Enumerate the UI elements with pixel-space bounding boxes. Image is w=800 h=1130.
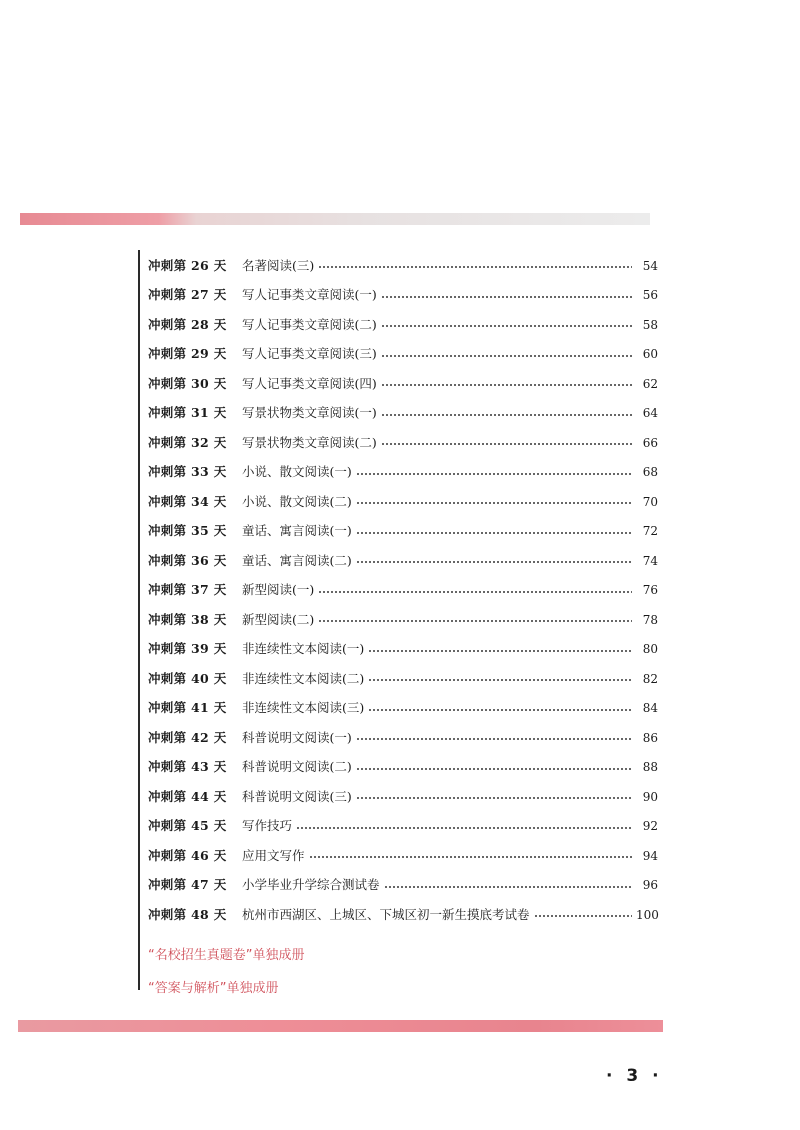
table-of-contents (148, 251, 658, 930)
toc-row[interactable] (148, 576, 658, 606)
toc-page: 96 (642, 878, 658, 893)
toc-day: 冲刺第 41 天 (148, 700, 227, 715)
toc-page: 88 (642, 760, 658, 775)
toc-title: 写人记事类文章阅读(三) (242, 346, 377, 361)
toc-title: 非连续性文本阅读(一) (242, 641, 365, 656)
toc-row[interactable] (148, 753, 658, 783)
toc-page: 84 (642, 701, 658, 716)
toc-row[interactable] (148, 251, 658, 281)
leader-dots (381, 443, 632, 445)
toc-day: 冲刺第 34 天 (148, 493, 227, 509)
top-decorative-band (20, 213, 650, 225)
toc-page: 64 (642, 406, 658, 421)
toc-day: 冲刺第 43 天 (148, 759, 227, 774)
toc-day: 冲刺第 38 天 (148, 611, 227, 627)
leader-dots (356, 738, 632, 740)
toc-title: 写景状物类文章阅读(二) (242, 434, 377, 450)
toc-day: 冲刺第 47 天 (148, 877, 227, 892)
toc-row[interactable] (148, 310, 658, 340)
leader-dots (368, 709, 632, 711)
leader-dots (381, 325, 632, 327)
toc-title: 写作技巧 (242, 818, 293, 833)
toc-day: 冲刺第 27 天 (148, 287, 227, 302)
toc-title: 童话、寓言阅读(二) (242, 552, 352, 568)
leader-dots (296, 827, 632, 829)
leader-dots (318, 591, 632, 593)
leader-dots (384, 886, 632, 888)
toc-page: 62 (642, 376, 658, 391)
toc-page: 70 (642, 494, 658, 509)
toc-row[interactable] (148, 487, 658, 517)
toc-day: 冲刺第 44 天 (148, 788, 227, 804)
toc-page: 68 (642, 465, 658, 480)
toc-page: 78 (642, 612, 658, 627)
toc-title: 新型阅读(二) (242, 611, 315, 627)
toc-title: 小说、散文阅读(二) (242, 493, 352, 509)
toc-row[interactable] (148, 546, 658, 576)
leader-dots (368, 679, 632, 681)
toc-day: 冲刺第 31 天 (148, 405, 227, 420)
toc-day: 冲刺第 35 天 (148, 523, 227, 538)
toc-day: 冲刺第 28 天 (148, 316, 227, 332)
toc-title: 科普说明文阅读(二) (242, 759, 352, 774)
toc-title: 写人记事类文章阅读(二) (242, 316, 377, 332)
toc-row[interactable] (148, 369, 658, 399)
toc-day: 冲刺第 33 天 (148, 464, 227, 479)
toc-title: 应用文写作 (242, 847, 305, 863)
toc-page: 100 (636, 907, 659, 922)
toc-day: 冲刺第 32 天 (148, 434, 227, 450)
separate-volumes-notes (148, 937, 304, 1003)
toc-title: 科普说明文阅读(一) (242, 729, 352, 745)
leader-dots (356, 797, 632, 799)
toc-page: 86 (642, 730, 658, 745)
toc-title: 名著阅读(三) (242, 257, 315, 273)
toc-page: 58 (642, 317, 658, 332)
toc-day: 冲刺第 45 天 (148, 818, 227, 833)
page-number: · 3 · (606, 1066, 663, 1086)
toc-page: 54 (642, 258, 658, 273)
leader-dots (356, 561, 632, 563)
toc-day: 冲刺第 29 天 (148, 346, 227, 361)
toc-title: 非连续性文本阅读(三) (242, 700, 365, 715)
toc-row[interactable] (148, 605, 658, 635)
leader-dots (381, 384, 632, 386)
toc-row[interactable] (148, 428, 658, 458)
toc-row[interactable] (148, 900, 658, 930)
leader-dots (381, 296, 632, 298)
toc-title: 非连续性文本阅读(二) (242, 670, 365, 686)
toc-row[interactable] (148, 458, 658, 488)
leader-dots (309, 856, 632, 858)
leader-dots (368, 650, 632, 652)
toc-title: 童话、寓言阅读(一) (242, 523, 352, 538)
toc-day: 冲刺第 39 天 (148, 641, 227, 656)
toc-day: 冲刺第 36 天 (148, 552, 227, 568)
toc-title: 写人记事类文章阅读(四) (242, 375, 377, 391)
toc-title: 写人记事类文章阅读(一) (242, 287, 377, 302)
answers-note: “答案与解析”单独成册 (148, 981, 279, 996)
toc-row[interactable] (148, 723, 658, 753)
leader-dots (318, 266, 632, 268)
leader-dots (381, 414, 632, 416)
toc-row[interactable] (148, 281, 658, 311)
toc-title: 写景状物类文章阅读(一) (242, 405, 377, 420)
toc-title: 小学毕业升学综合测试卷 (242, 877, 380, 892)
leader-dots (381, 355, 632, 357)
toc-row[interactable] (148, 635, 658, 665)
toc-row[interactable] (148, 871, 658, 901)
leader-dots (356, 768, 632, 770)
toc-page: 56 (642, 288, 658, 303)
toc-day: 冲刺第 30 天 (148, 375, 227, 391)
toc-day: 冲刺第 37 天 (148, 582, 227, 597)
toc-title: 杭州市西湖区、上城区、下城区初一新生摸底考试卷 (242, 906, 530, 922)
leader-dots (534, 915, 632, 917)
toc-day: 冲刺第 26 天 (148, 257, 227, 273)
leader-dots (356, 473, 632, 475)
leader-dots (356, 532, 632, 534)
toc-title: 小说、散文阅读(一) (242, 464, 352, 479)
toc-row[interactable] (148, 694, 658, 724)
toc-day: 冲刺第 42 天 (148, 729, 227, 745)
toc-row[interactable] (148, 782, 658, 812)
toc-row[interactable] (148, 812, 658, 842)
toc-page: 76 (642, 583, 658, 598)
toc-day: 冲刺第 48 天 (148, 906, 227, 922)
toc-page: 92 (642, 819, 658, 834)
exam-papers-note: “名校招生真题卷”单独成册 (148, 948, 305, 963)
toc-day: 冲刺第 40 天 (148, 670, 227, 686)
toc-page: 66 (642, 435, 658, 450)
bottom-decorative-band (18, 1020, 663, 1032)
toc-page: 72 (642, 524, 658, 539)
toc-day: 冲刺第 46 天 (148, 847, 227, 863)
leader-dots (356, 502, 632, 504)
toc-row[interactable] (148, 841, 658, 871)
toc-row[interactable] (148, 399, 658, 429)
toc-page: 94 (642, 848, 658, 863)
toc-title: 新型阅读(一) (242, 582, 315, 597)
toc-left-rule (138, 250, 140, 990)
toc-page: 60 (642, 347, 658, 362)
toc-page: 74 (642, 553, 658, 568)
leader-dots (318, 620, 632, 622)
toc-page: 90 (642, 789, 658, 804)
toc-row[interactable] (148, 664, 658, 694)
toc-title: 科普说明文阅读(三) (242, 788, 352, 804)
toc-page: 82 (642, 671, 658, 686)
toc-row[interactable] (148, 517, 658, 547)
toc-row[interactable] (148, 340, 658, 370)
toc-page: 80 (642, 642, 658, 657)
